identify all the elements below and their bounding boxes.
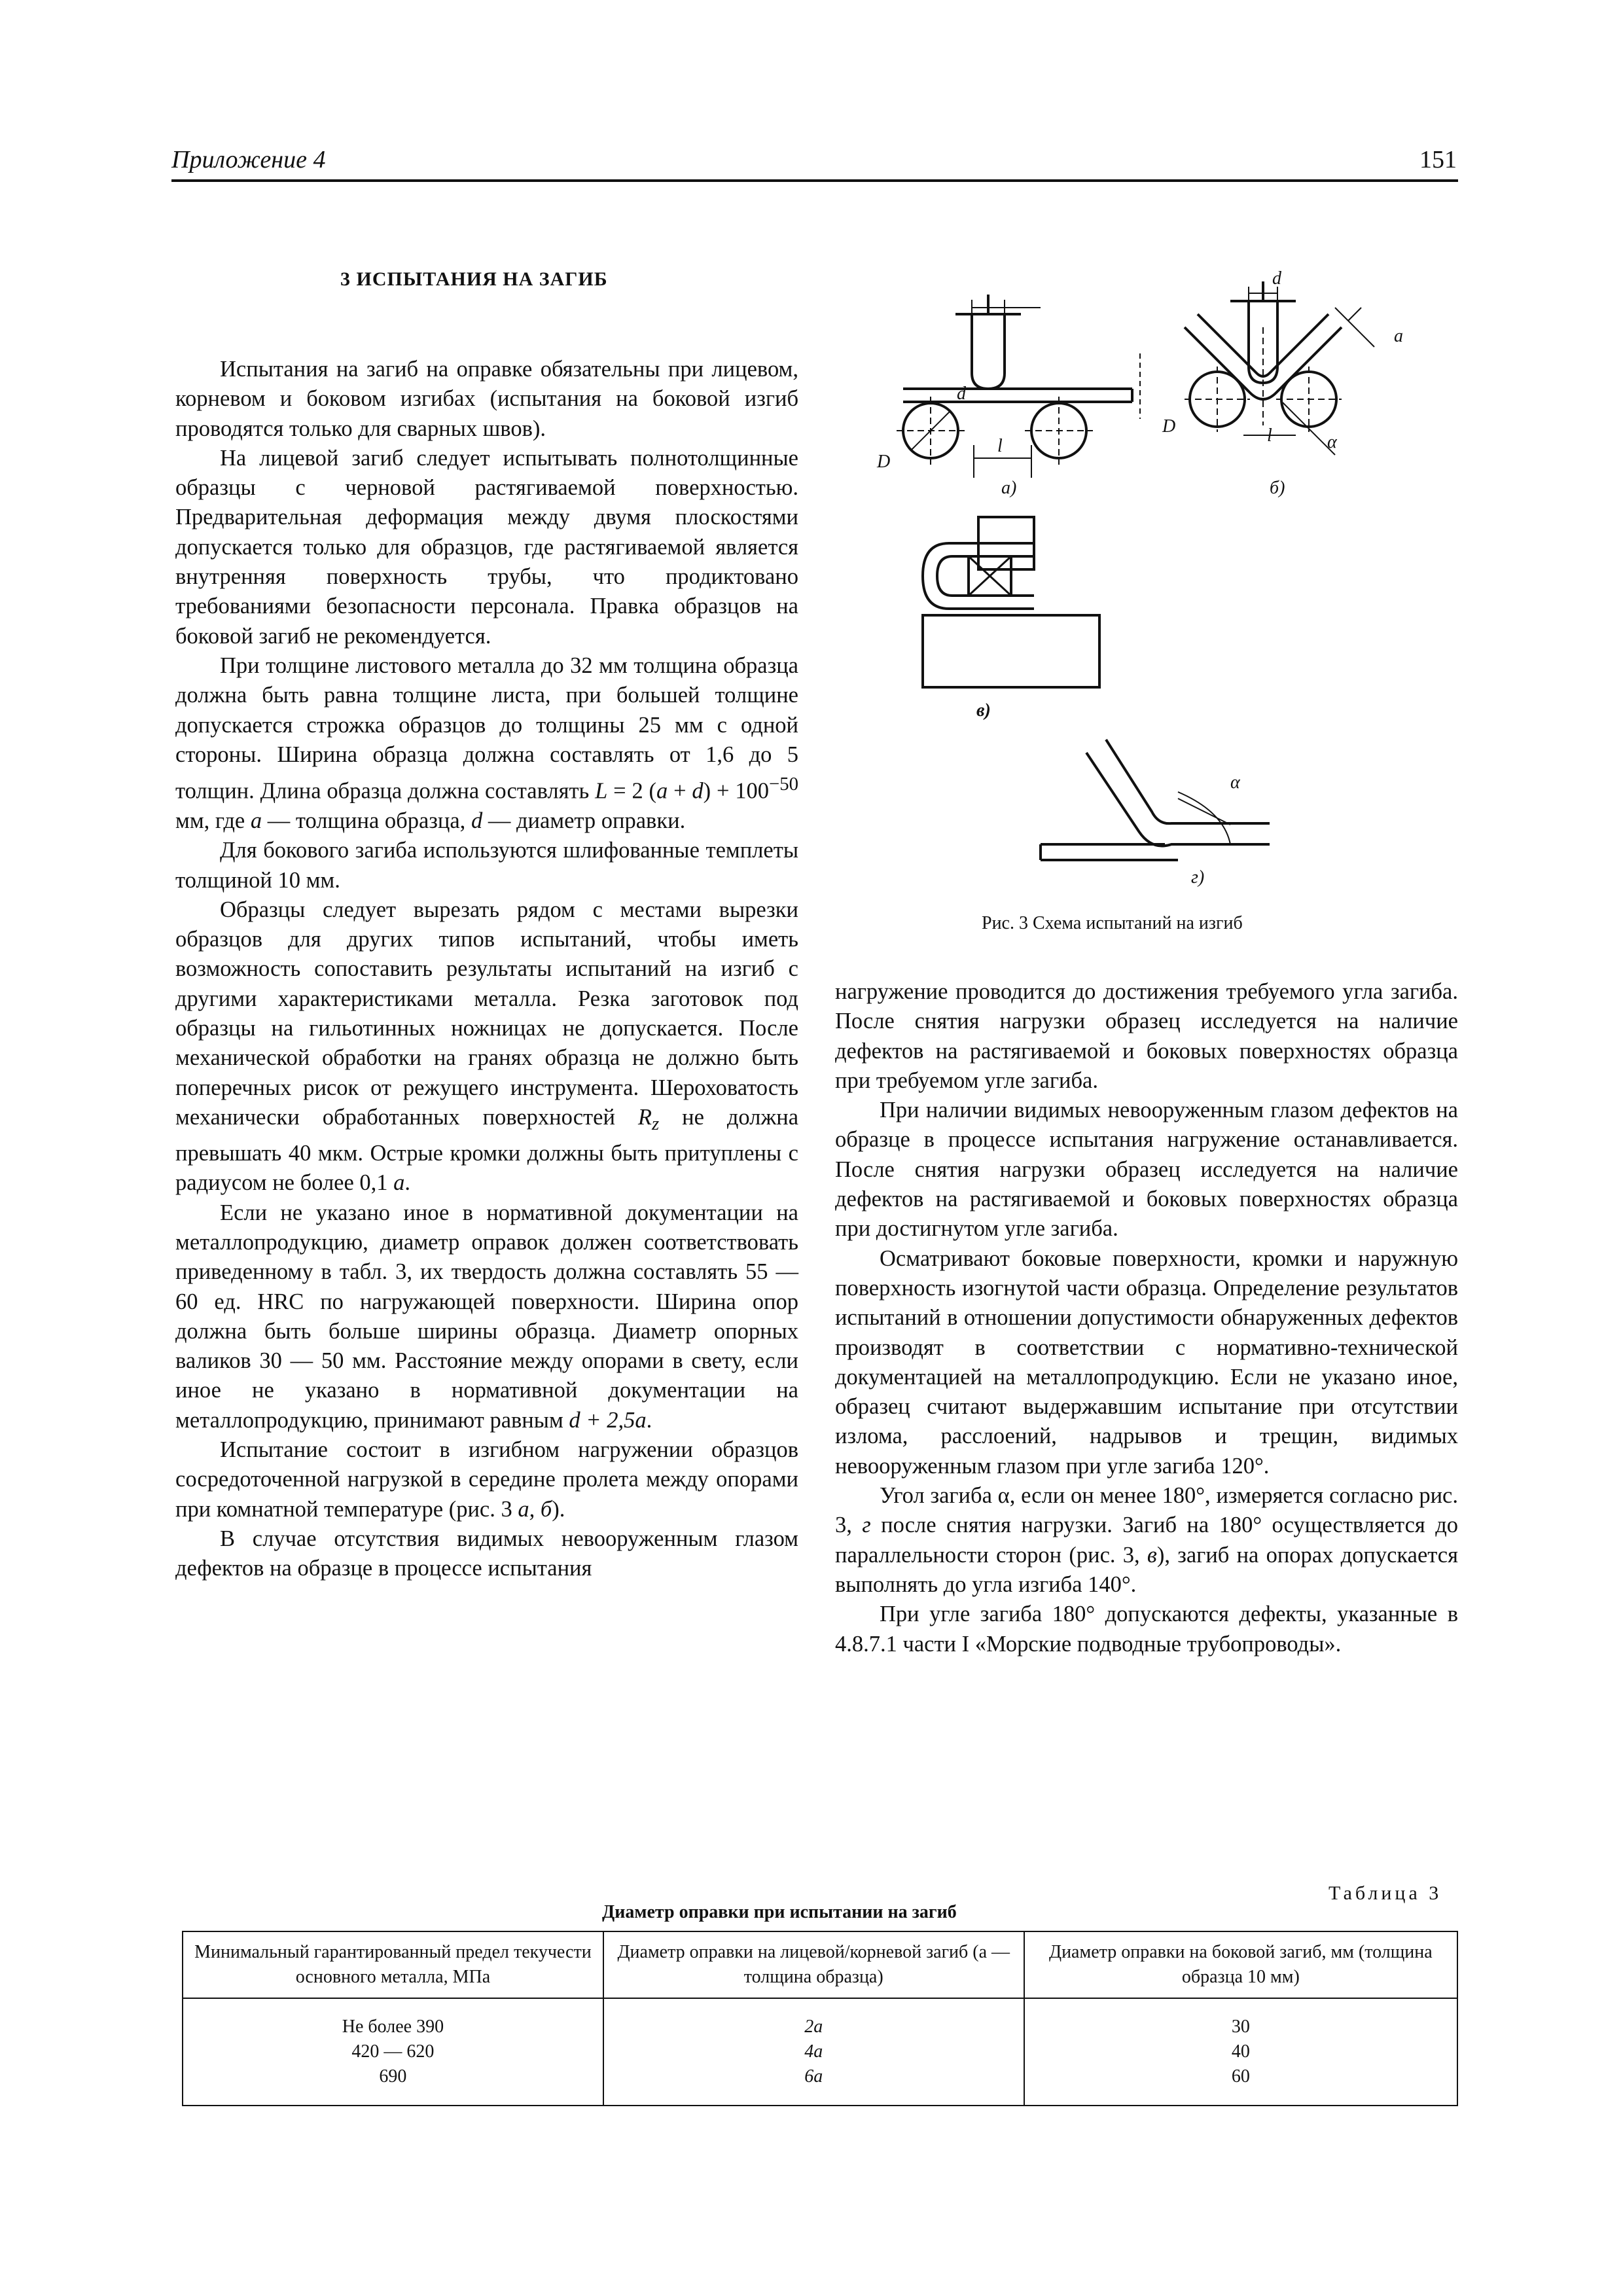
paragraph: Для бокового загиба используются шлифованные темплеты толщиной 10 мм.	[175, 838, 798, 893]
paragraph: Угол загиба α, если он менее 180°, измеряется согласно рис. 3, г после снятия нагрузки. Загиб на 180° осуществляется до параллельности сторон (рис. 3, в), загиб на опорах допускается выполнять до угла изгиба 140°.	[835, 1483, 1459, 1597]
paragraph: В случае отсутствия видимых невооруженным глазом дефектов на образце в процессе испытания	[175, 1526, 798, 1581]
paragraph: При толщине листового металла до 32 мм толщина образца должна быть равна толщине листа, при большей толщине допускается строжка образцов до толщины 25 мм с одной стороны. Ширина образца должна составлять от 1,6 до 5 толщин. Длина образца должна составлять L = 2 $(a + d) + 100^{-50}$ мм, где a — толщина образца, d — диаметр оправки.	[175, 653, 798, 833]
section-title: 3 ИСПЫТАНИЯ НА ЗАГИБ	[340, 268, 608, 290]
subfigure-label-a: а)	[1001, 478, 1017, 498]
table-label: Таблица 3	[1329, 1882, 1442, 1904]
bend-test-figure	[877, 268, 1466, 929]
paragraph: На лицевой загиб следует испытывать полнотолщинные образцы с черновой растягиваемой поверхностью. Предварительная деформация между двумя плоскостями допускается только для образцов, где растягиваемой является внутренняя поверхность трубы, что продиктовано требованиями безопасности персонала. Правка образцов на боковой загиб не рекомендуется.	[175, 445, 798, 649]
right-column	[835, 977, 1458, 1659]
running-header: Приложение 4	[171, 146, 326, 173]
table-row	[183, 1998, 1457, 2106]
table-header-cell: Минимальный гарантированный предел текучести основного металла, МПа	[183, 1931, 603, 1998]
paragraph: При угле загиба 180° допускаются дефекты, указанные в 4.8.7.1 части I «Морские подводные трубопроводы».	[835, 1602, 1458, 1657]
subfigure-label-b: б)	[1270, 478, 1285, 498]
header-rule	[171, 179, 1458, 182]
mandrel-diameter-table	[182, 1931, 1458, 2106]
label-l: l	[1267, 425, 1272, 446]
paragraph: Если не указано иное в нормативной документации на металлопродукцию, диаметр оправок должен соответствовать приведенному в табл. 3, их твердость должна составлять 55 — 60 ед. HRC по нагружающей поверхности. Ширина опор должна быть больше ширины образца. Диаметр опорных валиков 30 — 50 мм. Расстояние между опорами в свету, если иное не указано в нормативной документации на металлопродукцию, принимают равным d + 2,5a.	[175, 1200, 798, 1433]
paragraph: Осматривают боковые поверхности, кромки и наружную поверхность изогнутой части образца. Определение результатов испытаний в отношении допустимости обнаруженных дефектов производят в соответствии с нормативно-технической документацией на металлопродукцию. Если не указано иное, образец считают выдержавшим испытание при отсутствии излома, расслоений, надрывов и трещин, видимых невооруженным глазом при угле загиба 120°.	[835, 1246, 1458, 1479]
table-cell: Не более 390 420 — 620 690	[183, 1998, 603, 2106]
subfigure-label-g: г)	[1191, 867, 1205, 888]
paragraph: Образцы следует вырезать рядом с местами вырезки образцов для других типов испытаний, чтобы иметь возможность сопоставить результаты испытаний на изгиб с другими характеристиками металла. Резка заготовок под образцы на гильотинных ножницах не допускается. После механической обработки на гранях образца не должно быть поперечных рисок от режущего инструмента. Шероховатость механически обработанных поверхностей $R_z$ не должна превышать 40 мкм. Острые кромки должны быть притуплены с радиусом не более 0,1 a.	[175, 897, 799, 1196]
paragraph: Испытания на загиб на оправке обязательны при лицевом, корневом и боковом изгибах (испытания на боковой изгиб проводятся только для сварных швов).	[175, 357, 798, 441]
paragraph: При наличии видимых невооруженным глазом дефектов на образце в процессе испытания нагружение останавливается. После снятия нагрузки образец исследуется на наличие дефектов на растягиваемой и боковых поверхностях образца при достигнутом угле загиба.	[835, 1098, 1458, 1242]
figure-caption: Рис. 3 Схема испытаний на изгиб	[982, 913, 1243, 933]
bend-test-diagram	[877, 268, 1466, 910]
label-D: D	[877, 452, 891, 472]
left-column	[175, 355, 798, 1584]
label-D: D	[1162, 416, 1176, 437]
table-header-cell: Диаметр оправки на боковой загиб, мм (толщина образца 10 мм)	[1024, 1931, 1457, 1998]
table-title: Диаметр оправки при испытании на загиб	[602, 1902, 957, 1922]
page-number: 151	[1419, 146, 1457, 173]
label-alpha: α	[1327, 432, 1337, 452]
label-d: d	[957, 384, 966, 404]
label-alpha: α	[1230, 772, 1240, 793]
paragraph: Испытание состоит в изгибном нагружении образцов сосредоточенной нагрузкой в середине пролета между опорами при комнатной температуре (рис. 3 a, б).	[175, 1437, 798, 1522]
table-cell: 30 40 60	[1024, 1998, 1457, 2106]
label-d: d	[1272, 268, 1281, 289]
paragraph: нагружение проводится до достижения требуемого угла загиба. После снятия нагрузки образец исследуется на наличие дефектов на растягиваемой и боковых поверхностях образца при требуемом угле загиба.	[835, 979, 1458, 1093]
table-cell: 2a 4a 6a	[603, 1998, 1024, 2106]
table-header-row	[183, 1931, 1457, 1998]
table-header-cell: Диаметр оправки на лицевой/корневой загиб (a — толщина образца)	[603, 1931, 1024, 1998]
label-l: l	[997, 436, 1003, 456]
subfigure-label-v: в)	[976, 700, 991, 721]
label-a: a	[1394, 326, 1403, 346]
